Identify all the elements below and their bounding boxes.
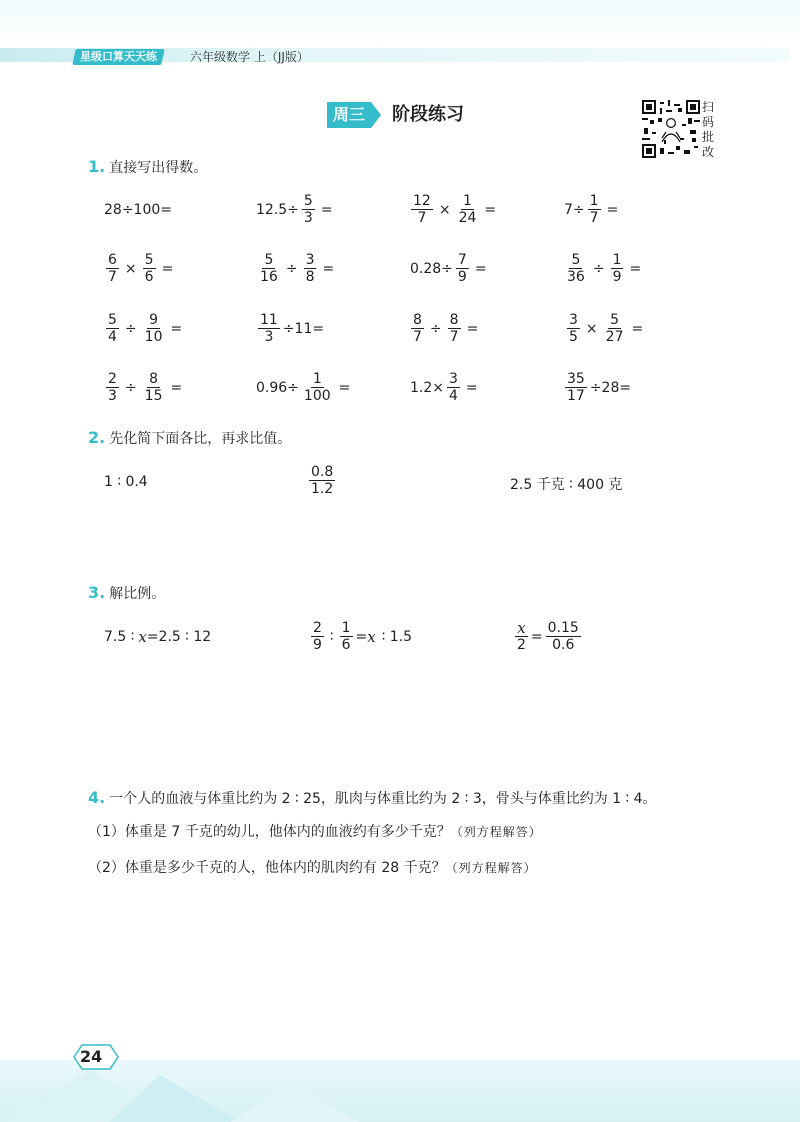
equals-sign: = [170,379,183,396]
section-1-number: 1. [88,157,106,176]
ratio-2-fraction [309,464,335,497]
operator: ÷ [124,379,137,396]
question-1-text: （1）体重是 7 千克的幼儿，他体内的血液约有多少千克？ [88,824,451,840]
calc-1-2 [256,193,336,226]
denominator: 9 [457,269,467,285]
calc-3-2-post: ÷11= [282,320,325,337]
numerator: 8 [149,371,159,387]
denominator: 100 [303,388,331,404]
section-1-heading [88,157,207,178]
calc-4-1 [103,371,185,404]
fraction [448,312,461,345]
section-4-number: 4. [88,788,106,807]
ratio-3-text: 2.5 千克 ∶ 400 克 [510,477,623,493]
denominator: 3 [108,388,117,404]
fraction [304,252,317,285]
fraction [565,371,587,404]
fraction [143,371,165,404]
proportion-1 [104,628,211,646]
equals-sign: = [320,201,333,218]
section-1-title: 直接写出得数。 [109,160,208,176]
calc-4-4-post: ÷28= [589,379,632,396]
qr-code-icon[interactable] [642,100,700,158]
fraction [611,252,624,285]
colon: ∶ [329,628,334,645]
book-title: 六年级数学 上（JJ版） [190,50,309,64]
equals-sign: = [629,260,642,277]
fraction [311,620,324,653]
numerator: 5 [571,252,581,268]
numerator: 5 [610,312,620,328]
proportion-3 [512,620,584,653]
numerator: 0.15 [547,620,579,636]
page-number: 24 [80,1047,103,1066]
numerator: 0.8 [311,464,334,480]
fraction [340,620,353,653]
day-badge-arrow [371,102,381,128]
calc-1-3-fraction-b [457,193,479,226]
fraction [546,620,581,653]
calc-2-2 [255,252,337,285]
calc-3-3 [408,312,481,345]
fraction [258,312,280,345]
calc-4-2 [256,371,353,404]
calc-4-3 [410,371,481,404]
operator: × [124,260,137,277]
denominator: 9 [612,269,622,285]
calc-1-2-pre: 12.5÷ [256,201,299,218]
proportion-2 [308,620,412,653]
denominator: 5 [569,329,578,345]
calc-1-3 [408,193,499,226]
header-background [0,0,800,46]
proportion-1-post: =2.5 ∶ 12 [146,629,212,645]
calc-2-3-pre: 0.28÷ [410,260,453,277]
calc-4-4 [562,371,631,404]
fraction [106,371,119,404]
section-4-question-1 [88,821,788,843]
equals-sign: = [355,628,368,645]
equals-sign: = [466,320,479,337]
equals-sign: = [322,260,335,277]
denominator: 24 [458,210,477,226]
calc-1-2-fraction [302,193,315,226]
ratio-2 [306,464,338,497]
numerator: 1 [463,193,472,209]
fraction [565,252,587,285]
calc-2-1 [103,252,176,285]
numerator: 3 [449,371,458,387]
numerator: 1 [589,193,599,209]
day-badge: 周三 [327,102,371,128]
numerator: 1 [341,620,351,636]
numerator: 1 [312,371,322,387]
section-4-text: 一个人的血液与体重比约为 2 ∶ 25，肌肉与体重比约为 2 ∶ 3，骨头与体重比约为 1 ∶ 4。 [109,791,657,807]
fraction [604,312,626,345]
numerator: 8 [413,312,422,328]
equals-sign: = [170,320,183,337]
fraction [567,312,580,345]
denominator: 4 [449,388,458,404]
variable-x: x [138,628,147,646]
operator: ÷ [592,260,605,277]
fraction [143,312,165,345]
numerator: 12 [413,193,431,209]
numerator: 1 [612,252,622,268]
denominator: 9 [313,637,322,653]
numerator: 8 [449,312,459,328]
operator: × [585,320,598,337]
fraction [302,371,333,404]
question-2-hint: （列方程解答） [445,861,537,875]
section-3-title: 解比例。 [109,586,166,602]
numerator: 9 [149,312,159,328]
calc-2-4 [562,252,644,285]
equals-sign: = [484,201,497,218]
section-4-question-2 [88,857,788,879]
fraction [106,312,119,345]
section-2-title: 先化简下面各比，再求比值。 [109,431,292,447]
denominator: 8 [305,269,315,285]
denominator: 3 [303,210,313,226]
denominator: 15 [144,388,163,404]
numerator: 5 [108,312,117,328]
series-title: 星级口算天天练 [80,50,157,63]
numerator: 11 [260,312,278,328]
denominator: 27 [605,329,624,345]
fraction [447,371,460,404]
numerator: 7 [457,252,467,268]
equals-sign: = [606,201,619,218]
numerator: x [517,619,526,637]
proportion-1-pre: 7.5 ∶ [104,629,135,645]
calc-1-3-fraction-a [411,193,433,226]
denominator: 6 [144,269,154,285]
fraction [106,252,119,285]
calc-4-2-pre: 0.96÷ [256,379,299,396]
proportion-2-post: ∶ 1.5 [381,628,413,645]
numerator: 6 [108,252,117,268]
denominator: 10 [144,329,163,345]
ratio-1-text: 1 ∶ 0.4 [104,474,148,490]
equals-sign: = [161,260,174,277]
calc-1-4-fraction [588,193,601,226]
fraction [143,252,156,285]
denominator: 7 [108,269,117,285]
calc-1-1-text: 28÷100= [104,202,172,218]
section-4-problem [88,787,788,810]
denominator: 7 [413,329,422,345]
ratio-3 [510,474,622,494]
denominator: 4 [108,329,117,345]
equals-sign: = [474,260,487,277]
section-3-number: 3. [88,583,106,602]
section-3-heading [88,583,165,604]
numerator: 3 [569,312,578,328]
operator: ÷ [124,320,137,337]
calc-1-4 [564,193,621,226]
denominator: 17 [567,388,585,404]
fraction [515,620,528,653]
operator: ÷ [285,260,298,277]
calc-3-2 [255,312,324,345]
operator: × [438,201,451,218]
denominator: 7 [417,210,427,226]
denominator: 7 [589,210,599,226]
denominator: 6 [341,637,351,653]
equals-sign: = [338,379,351,396]
denominator: 7 [449,329,459,345]
numerator: 5 [144,252,154,268]
denominator: 0.6 [552,637,575,653]
denominator: 1.2 [311,481,334,497]
numerator: 5 [264,252,274,268]
numerator: 5 [303,193,313,209]
denominator: 3 [264,329,274,345]
fraction [411,312,424,345]
section-2-number: 2. [88,428,106,447]
numerator: 2 [313,620,322,636]
ratio-1 [104,474,148,490]
question-2-text: （2）体重是多少千克的人，他体内的肌肉约有 28 千克？ [88,860,446,876]
denominator: 2 [517,637,526,653]
question-1-hint: （列方程解答） [450,825,542,839]
calc-1-4-pre: 7÷ [564,201,585,218]
footer-mountains-decoration [0,1030,800,1122]
operator: ÷ [429,320,442,337]
equals-sign: = [530,628,543,645]
page-title: 阶段练习 [392,104,464,125]
numerator: 2 [108,371,117,387]
equals-sign: = [465,379,478,396]
fraction [456,252,469,285]
calc-3-1 [103,312,185,345]
calc-2-3 [410,252,490,285]
denominator: 16 [260,269,278,285]
fraction [258,252,280,285]
qr-scan-label: 扫码批改 [702,100,715,159]
denominator: 36 [567,269,585,285]
section-2-heading [88,428,291,449]
series-badge [72,49,164,65]
calc-1-1 [104,202,172,218]
equals-sign: = [631,320,644,337]
calc-3-4 [564,312,646,345]
variable-x: x [367,627,376,646]
numerator: 3 [305,252,315,268]
calc-4-3-pre: 1.2× [410,379,444,396]
numerator: 35 [567,371,585,387]
